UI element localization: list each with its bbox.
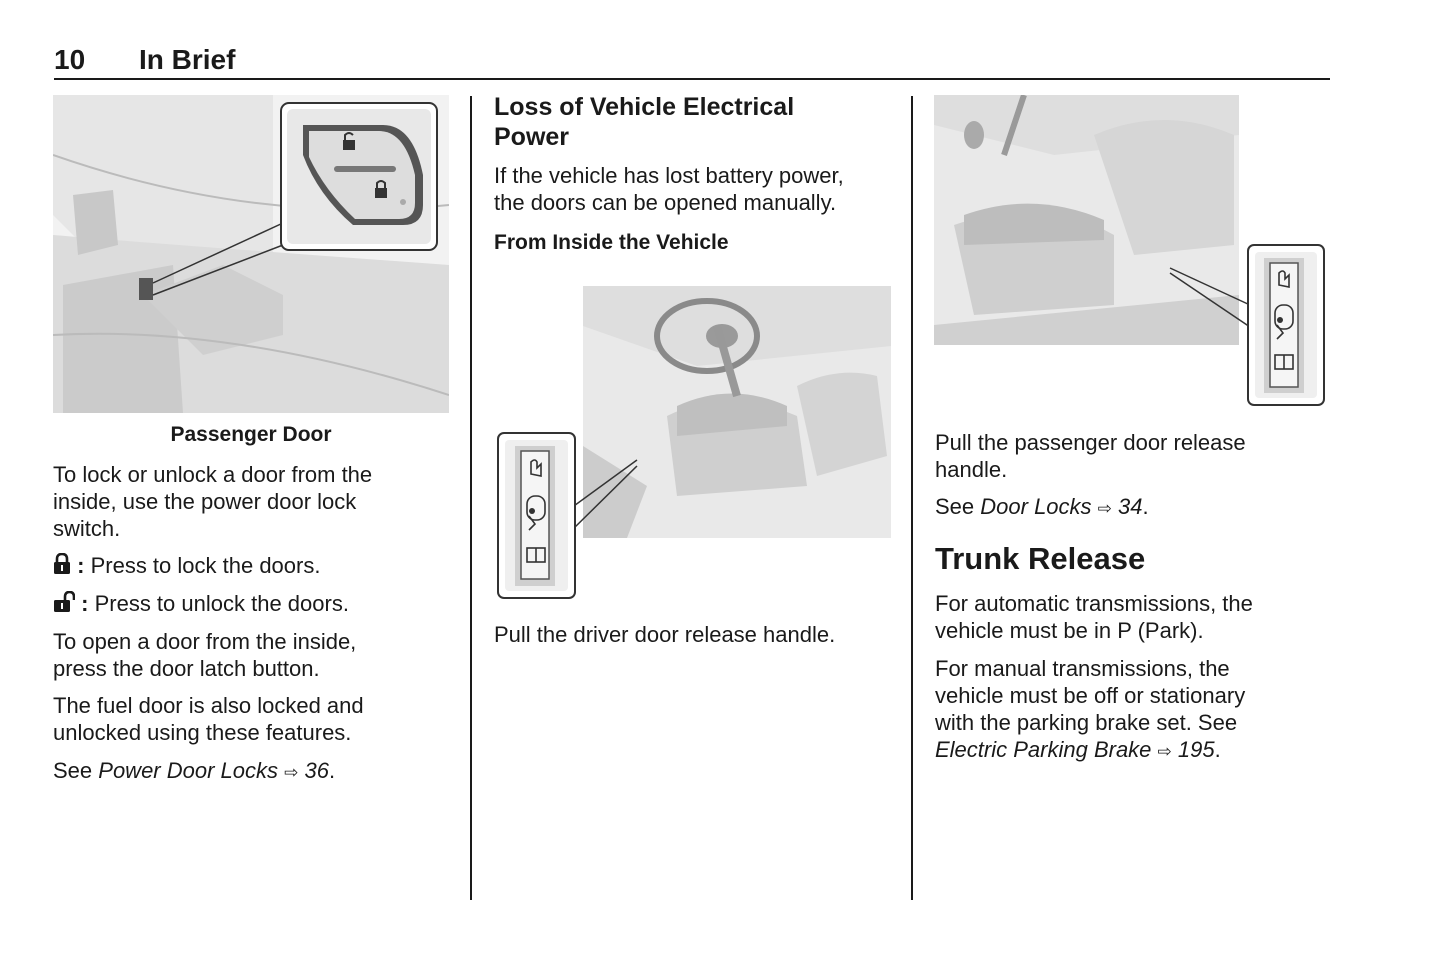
- lock-intro-paragraph: To lock or unlock a door from the inside, use the power door lock switch.: [53, 462, 373, 541]
- fuel-door-paragraph: The fuel door is also locked and unlocked using these features.: [53, 693, 364, 745]
- lock-item: : Press to lock the doors.: [53, 552, 320, 579]
- see-door-locks: See Door Locks ⇨ 34.: [935, 494, 1149, 519]
- automatic-transmission-paragraph: For automatic transmissions, the vehicle must be in P (Park).: [935, 591, 1253, 643]
- loss-of-power-heading: Loss of Vehicle Electrical Power: [494, 93, 795, 151]
- electric-parking-brake-link[interactable]: Electric Parking Brake: [935, 737, 1152, 762]
- unlock-icon: [53, 591, 75, 613]
- loss-of-power-intro: If the vehicle has lost battery power, the doors can be opened manually.: [494, 163, 844, 215]
- open-door-paragraph: To open a door from the inside, press the door latch button.: [53, 629, 357, 681]
- driver-door-illustration: [497, 286, 891, 600]
- column-divider-2: [911, 96, 913, 900]
- figure-caption: Passenger Door: [170, 423, 332, 446]
- page-arrow-icon: ⇨: [1157, 742, 1172, 761]
- section-title: In Brief: [139, 44, 236, 75]
- driver-release-paragraph: Pull the driver door release handle.: [494, 622, 836, 647]
- column-divider-1: [470, 96, 472, 900]
- lock-icon: [53, 553, 71, 575]
- see-electric-parking-brake: Electric Parking Brake ⇨ 195.: [935, 737, 1221, 762]
- unlock-item: : Press to unlock the doors.: [53, 590, 349, 617]
- passenger-release-paragraph: Pull the passenger door release handle.: [935, 430, 1246, 482]
- manual-transmission-paragraph: For manual transmissions, the vehicle must be off or stationary with the parking brake set. See Electric Parking Brake ⇨ 195.: [935, 655, 1245, 765]
- passenger-release-illustration: [934, 95, 1326, 407]
- passenger-door-illustration: [53, 95, 449, 413]
- trunk-release-heading: Trunk Release: [935, 541, 1146, 576]
- power-door-locks-link[interactable]: Power Door Locks: [98, 758, 279, 783]
- page-arrow-icon: ⇨: [1097, 499, 1112, 518]
- door-locks-link[interactable]: Door Locks: [980, 494, 1092, 519]
- see-power-door-locks: See Power Door Locks ⇨ 36.: [53, 758, 336, 783]
- header-rule: [54, 78, 1330, 80]
- page-number: 10: [54, 44, 86, 75]
- page-arrow-icon: ⇨: [284, 763, 299, 782]
- from-inside-subheading: From Inside the Vehicle: [494, 231, 729, 254]
